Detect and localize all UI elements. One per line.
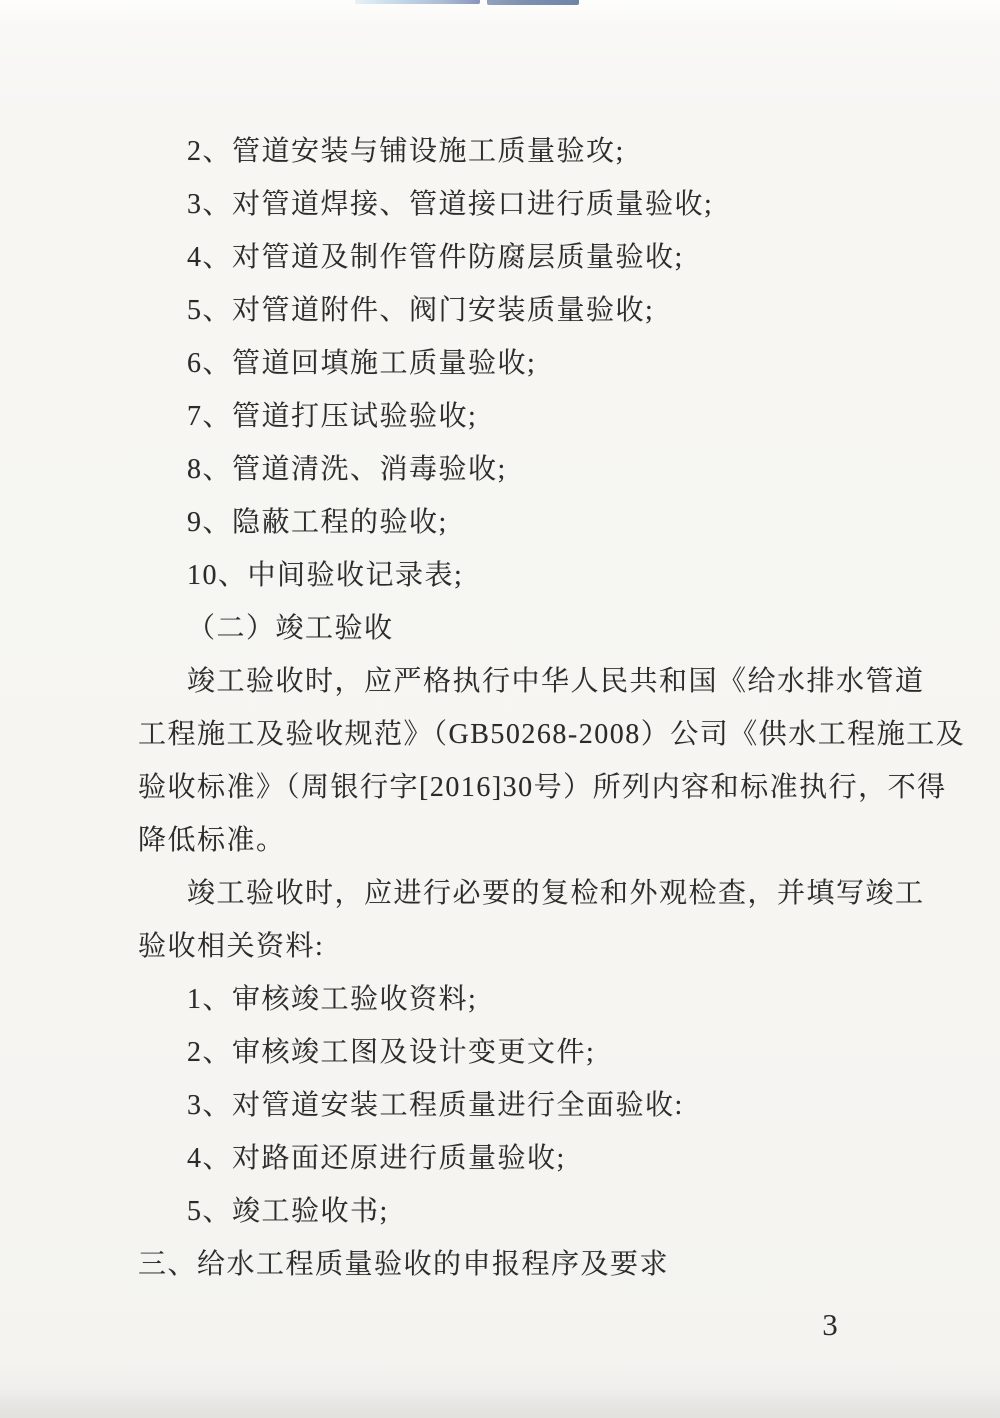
scan-edge-artifact-right	[487, 0, 579, 5]
text-line: 验收标准》（周银行字[2016]30号）所列内容和标准执行，不得	[138, 772, 947, 803]
text-line: （二）竣工验收	[187, 613, 394, 644]
text-line: 4、对路面还原进行质量验收;	[187, 1143, 566, 1174]
scan-edge-artifact-left	[355, 0, 480, 4]
text-line: 1、审核竣工验收资料;	[187, 984, 478, 1015]
text-line: 三、给水工程质量验收的申报程序及要求	[138, 1249, 670, 1280]
text-line: 竣工验收时，应进行必要的复检和外观检查，并填写竣工	[187, 878, 925, 909]
text-line: 2、审核竣工图及设计变更文件;	[187, 1037, 596, 1068]
text-line: 工程施工及验收规范》（GB50268-2008）公司《供水工程施工及	[138, 719, 966, 750]
text-line: 7、管道打压试验验收;	[187, 401, 478, 432]
text-line: 10、中间验收记录表;	[187, 560, 464, 591]
text-line: 验收相关资料:	[138, 931, 325, 962]
text-line: 2、管道安装与铺设施工质量验攻;	[187, 136, 625, 167]
text-line: 4、对管道及制作管件防腐层质量验收;	[187, 242, 684, 273]
text-line: 降低标准。	[138, 825, 286, 856]
text-line: 竣工验收时，应严格执行中华人民共和国《给水排水管道	[187, 666, 925, 697]
text-line: 5、竣工验收书;	[187, 1196, 389, 1227]
text-block	[138, 125, 966, 1291]
text-line: 8、管道清洗、消毒验收;	[187, 454, 507, 485]
text-line: 3、对管道安装工程质量进行全面验收:	[187, 1090, 684, 1121]
page-number: 3	[822, 1307, 838, 1342]
text-line: 6、管道回填施工质量验收;	[187, 348, 537, 379]
text-line: 5、对管道附件、阀门安装质量验收;	[187, 295, 655, 326]
text-line: 3、对管道焊接、管道接口进行质量验收;	[187, 189, 714, 220]
scan-bottom-shadow	[0, 1388, 1000, 1418]
text-line: 9、隐蔽工程的验收;	[187, 507, 448, 538]
